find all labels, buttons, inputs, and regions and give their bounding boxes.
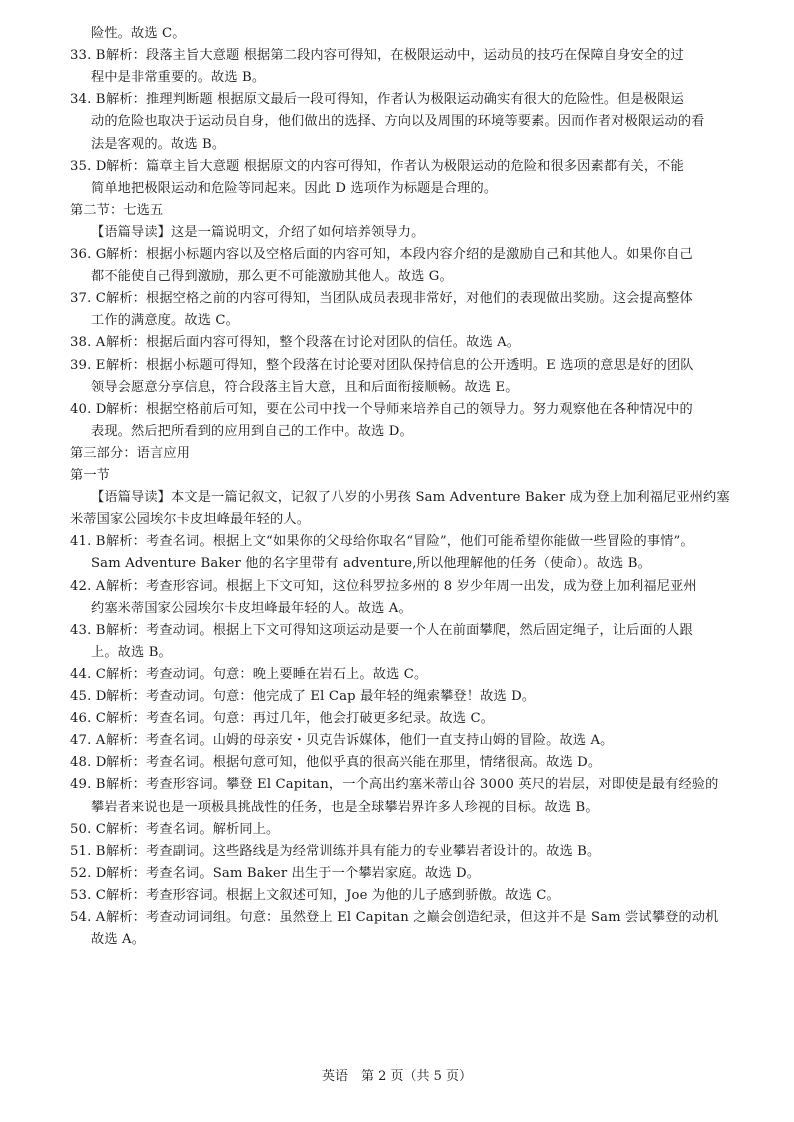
line-text: 【语篇导读】本文是一篇记叙文，记叙了八岁的小男孩 Sam Adventure Baker 成为登上加利福尼亚州约塞 [91,490,730,506]
text-line [91,114,705,130]
answer-line [70,755,601,771]
line-text: 解析：根据小标题内容以及空格后面的内容可知，本段内容介绍的是激励自己和其他人。如果你自己 [106,247,693,262]
line-text: 故选 A。 [91,932,146,948]
answer-number: 35. D [70,158,107,174]
answer-line [70,92,684,108]
answer-number: 51. B [70,843,106,859]
answer-line [70,48,684,64]
text-line [91,645,172,661]
line-text: 简单地把极限运动和危险等同起来。因此 D 选项作为标题是合理的。 [91,180,498,196]
answer-number: 33. B [70,48,106,64]
line-text: 解析：段落主旨大意题 根据第二段内容可得知，在极限运动中，运动员的技巧在保障自身安全的过 [106,48,684,64]
answer-number: 46. C [70,711,107,727]
text-line [70,468,110,484]
answer-number: 47. A [70,733,106,749]
answer-line [70,159,684,175]
answer-number: 38. A [70,335,106,351]
answer-number: 36. G [70,247,107,262]
text-line [70,446,190,462]
answer-line [70,579,697,595]
line-text: 解析：考查动词。句意：晚上要睡在岩石上。故选 C。 [106,666,428,682]
text-line [91,380,519,396]
answer-line [70,247,693,263]
line-text: 解析：考查名词。根据句意可知，他似乎真的很高兴能在那里，情绪很高。故选 D。 [106,755,602,771]
line-text: 解析：考查名词。山姆的母亲安・贝克告诉媒体，他们一直支持山姆的冒险。故选 A。 [106,733,614,749]
answer-number: 43. B [70,622,106,638]
line-text: 解析：根据空格前后可知，要在公司中找一个导师来培养自己的领导力。努力观察他在各种情况中的 [106,401,693,417]
text-line [91,26,186,42]
line-text: 法是客观的。故选 B。 [91,136,226,152]
answer-line [70,667,427,683]
answer-number: 34. B [70,92,106,108]
answer-number: 41. B [70,534,106,550]
line-text: 第三部分：语言应用 [70,445,191,461]
line-text: 攀岩者来说也是一项极具挑战性的任务，也是全球攀岩界许多人珍视的目标。故选 B。 [91,799,599,815]
answer-number: 53. C [70,887,107,903]
answer-line [70,689,535,705]
line-text: 第一节 [70,468,111,483]
answer-line [70,623,693,639]
line-text: 解析：考查副词。这些路线是为经常训练并具有能力的专业攀岩者设计的。故选 B。 [106,843,601,859]
line-text: 解析：考查动词。句意：他完成了 El Cap 最年轻的绳索攀登！故选 D。 [106,689,536,704]
answer-number: 49. B [70,777,106,793]
answer-number: 48. D [70,755,107,771]
line-text: 动的危险也取决于运动员自身，他们做出的选择、方向以及周围的环境等要素。因而作者对极限运动的看 [91,114,705,130]
line-text: 解析：推理判断题 根据原文最后一段可得知，作者认为极限运动确实有很大的危险性。但是极限运 [106,92,684,108]
line-text: 解析：考查形容词。攀登 El Capitan，一个高出约塞米蒂山谷 3000 英尺的岩层，对即使是最有经验的 [106,777,719,793]
text-line [91,424,413,440]
line-text: 解析：根据后面内容可得知，整个段落在讨论对团队的信任。故选 A。 [106,335,521,351]
line-text: 解析：考查名词。Sam Baker 出生于一个攀岩家庭。故选 D。 [106,865,481,881]
answer-number: 40. D [70,401,107,417]
line-text: 都不能使自己得到激励，那么更不可能激励其他人。故选 G。 [91,269,453,285]
answer-line [70,822,279,838]
line-text: 上。故选 B。 [91,644,172,660]
line-text: 解析：根据小标题可得知，整个段落在讨论要对团队保持信息的公开透明。E 选项的意思是好的团队 [106,357,694,373]
answer-line [70,711,494,727]
text-line [91,601,412,617]
line-text: 解析：考查名词。根据上文“如果你的父母给你取名“冒险”，他们可能希望你能做一些冒险的事情”。 [106,534,694,550]
line-text: 解析：考查名词。解析同上。 [106,821,280,837]
answer-line [70,844,600,860]
line-text: 第二节：七选五 [70,202,164,218]
answer-line [70,733,614,749]
answer-number: 45. D [70,689,107,704]
line-text: 险性。故选 C。 [91,26,186,41]
text-line [91,490,730,506]
answer-number: 37. C [70,291,107,307]
answer-number: 42. A [70,578,106,594]
text-line [91,932,145,948]
page-footer: 英语 第 2 页（共 5 页） [321,1069,473,1084]
line-text: 约塞米蒂国家公园埃尔卡皮坦峰最年轻的人。故选 A。 [91,600,412,616]
answer-number: 39. E [70,357,106,373]
line-text: Sam Adventure Baker 他的名字里带有 adventure,所以他理解他的任务（使命）。故选 B。 [91,556,651,572]
line-text: 解析：考查形容词。根据上文叙述可知，Joe 为他的儿子感到骄傲。故选 C。 [106,887,560,903]
text-line [91,225,424,241]
line-text: 解析：根据空格之前的内容可得知，当团队成员表现非常好，对他们的表现做出奖励。这会提高整体 [106,291,693,307]
text-line [91,800,599,816]
line-text: 米蒂国家公园埃尔卡皮坦峰最年轻的人。 [70,512,311,528]
line-text: 解析：考查动词。根据上下文可得知这项运动是要一个人在前面攀爬，然后固定绳子，让后面的人跟 [106,622,693,638]
line-text: 表现。然后把所看到的应用到自己的工作中。故选 D。 [91,423,413,439]
answer-line [70,777,718,793]
answer-number: 44. C [70,666,107,682]
answer-line [70,358,694,374]
answer-line [70,910,719,926]
answer-line [70,335,520,351]
line-text: 领导会愿意分享信息，符合段落主旨大意，且和后面衔接顺畅。故选 E。 [91,379,519,395]
answer-line [70,888,560,904]
answer-line [70,866,480,882]
text-line [91,269,453,285]
answer-number: 52. D [70,865,107,881]
line-text: 解析：考查名词。句意：再过几年，他会打破更多纪录。故选 C。 [106,711,495,727]
line-text: 工作的满意度。故选 C。 [91,313,239,329]
line-text: 程中是非常重要的。故选 B。 [91,70,266,86]
answer-line [70,402,693,418]
answer-number: 50. C [70,821,107,837]
line-text: 解析：篇章主旨大意题 根据原文的内容可得知，作者认为极限运动的危险和很多因素都有关，不能 [106,158,684,174]
answer-number: 54. A [70,910,106,925]
text-line [91,70,265,86]
line-text: 解析：考查形容词。根据上下文可知，这位科罗拉多州的 8 岁少年周一出发，成为登上加利福尼亚州 [106,578,697,594]
answer-line [70,291,693,307]
text-line [91,313,239,329]
line-text: 解析：考查动词词组。句意：虽然登上 El Capitan 之巅会创造纪录，但这并不是 Sam 尝试攀登的动机 [106,910,719,925]
line-text: 【语篇导读】这是一篇说明文，介绍了如何培养领导力。 [91,224,425,240]
text-line [91,137,225,153]
text-line [91,556,651,572]
text-line [91,181,497,197]
text-line [70,203,163,219]
text-line [70,512,310,528]
answer-line [70,534,694,550]
